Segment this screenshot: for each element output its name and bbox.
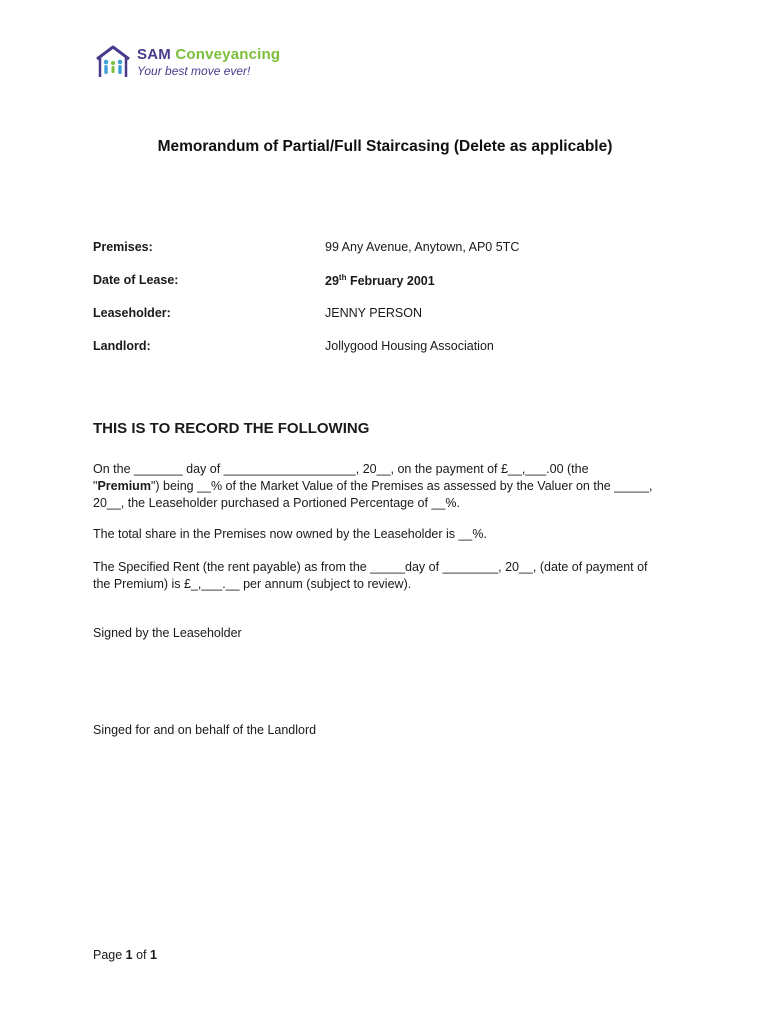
premises-label: Premises: <box>93 240 153 254</box>
landlord-signature-line: Singed for and on behalf of the Landlord <box>93 723 317 737</box>
leaseholder-label: Leaseholder: <box>93 306 171 320</box>
house-with-family-icon <box>95 45 131 79</box>
brand-tagline: Your best move ever! <box>137 64 251 78</box>
landlord-label: Landlord: <box>93 339 151 353</box>
total-share-paragraph: The total share in the Premises now owned by the Leaseholder is __%. <box>93 527 487 541</box>
document-title: Memorandum of Partial/Full Staircasing (Delete as applicable) <box>157 138 613 155</box>
premium-term: Premium <box>97 479 151 493</box>
section-heading: THIS IS TO RECORD THE FOLLOWING <box>93 420 370 437</box>
premises-value: 99 Any Avenue, Anytown, AP0 5TC <box>325 240 520 254</box>
company-logo <box>95 44 280 80</box>
leaseholder-signature-line: Signed by the Leaseholder <box>93 626 242 640</box>
leaseholder-value: JENNY PERSON <box>325 306 423 320</box>
page-number: Page 1 of 1 <box>93 948 157 962</box>
purchase-paragraph: On the _______ day of ___________________, 20__, on the payment of £__,___.00 (the "Premium") being __% of the Market Value of the Premises as assessed by the Valuer on the _____, 20__, the Leaseholder purchased a Portioned Percentage of __%. <box>93 462 653 510</box>
brand-name: SAM Conveyancing <box>137 46 281 63</box>
date-of-lease-value: 29th February 2001 <box>325 273 435 289</box>
landlord-value: Jollygood Housing Association <box>325 339 494 353</box>
specified-rent-paragraph: The Specified Rent (the rent payable) as from the _____day of ________, 20__, (date of payment of the Premium) is £_,___.__ per annum (subject to review). <box>93 560 648 591</box>
date-of-lease-label: Date of Lease: <box>93 273 179 287</box>
